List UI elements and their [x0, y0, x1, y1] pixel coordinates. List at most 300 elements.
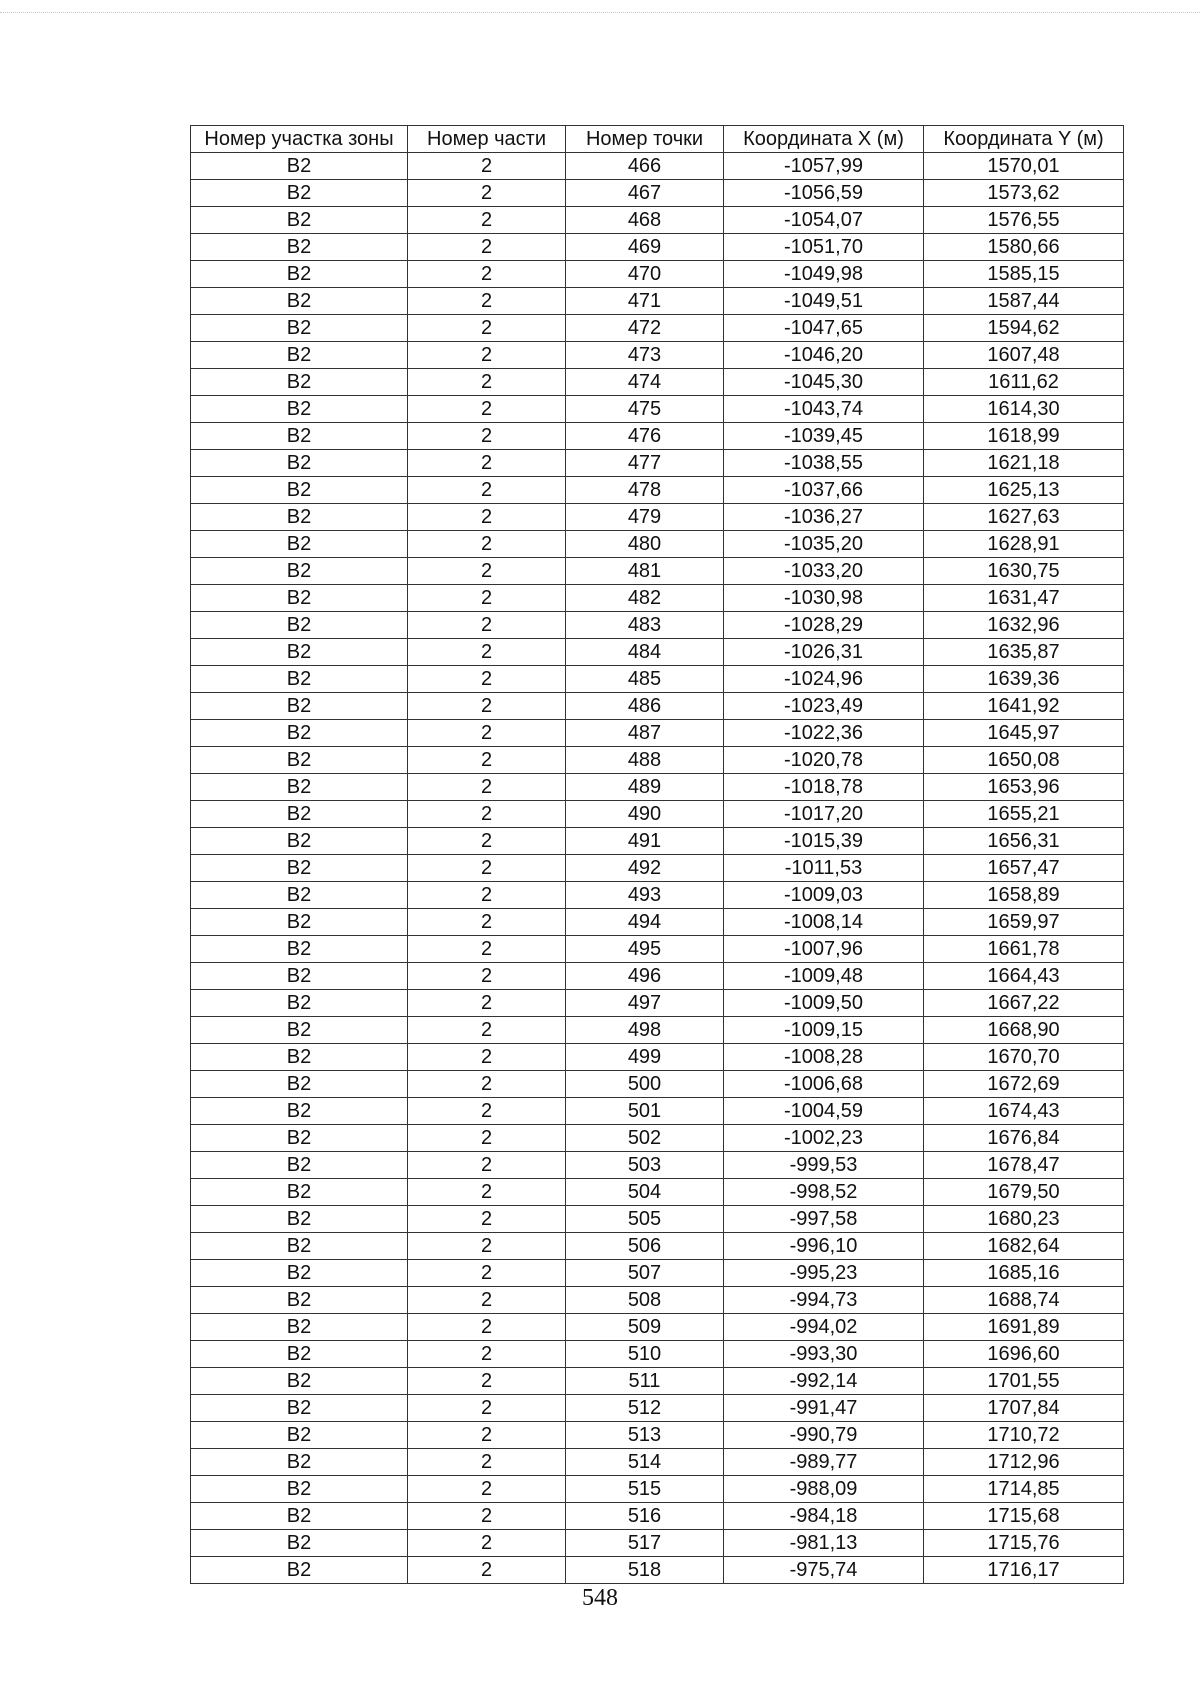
cell-point-number: 479 — [566, 504, 724, 531]
table-row — [191, 882, 1124, 909]
header-part-number: Номер части — [408, 126, 566, 153]
cell-coordinate-x: -991,47 — [724, 1395, 924, 1422]
cell-point-number: 486 — [566, 693, 724, 720]
cell-coordinate-x: -1038,55 — [724, 450, 924, 477]
cell-coordinate-y: 1714,85 — [924, 1476, 1124, 1503]
cell-coordinate-x: -1028,29 — [724, 612, 924, 639]
cell-point-number: 488 — [566, 747, 724, 774]
table-row — [191, 639, 1124, 666]
cell-coordinate-x: -1035,20 — [724, 531, 924, 558]
cell-coordinate-y: 1587,44 — [924, 288, 1124, 315]
table-row — [191, 936, 1124, 963]
table-row — [191, 720, 1124, 747]
cell-coordinate-x: -1009,03 — [724, 882, 924, 909]
cell-zone-section: В2 — [191, 909, 408, 936]
table-row — [191, 1260, 1124, 1287]
cell-zone-section: В2 — [191, 1125, 408, 1152]
table-row — [191, 1530, 1124, 1557]
page-number: 548 — [582, 1585, 618, 1611]
cell-zone-section: В2 — [191, 369, 408, 396]
cell-zone-section: В2 — [191, 855, 408, 882]
cell-coordinate-x: -1046,20 — [724, 342, 924, 369]
cell-zone-section: В2 — [191, 828, 408, 855]
table-row — [191, 855, 1124, 882]
cell-part-number: 2 — [408, 1098, 566, 1125]
cell-zone-section: В2 — [191, 720, 408, 747]
cell-point-number: 475 — [566, 396, 724, 423]
table-header-row — [191, 126, 1124, 153]
scan-border-line — [0, 12, 1200, 13]
cell-point-number: 510 — [566, 1341, 724, 1368]
cell-point-number: 490 — [566, 801, 724, 828]
cell-coordinate-y: 1650,08 — [924, 747, 1124, 774]
cell-coordinate-x: -1043,74 — [724, 396, 924, 423]
cell-coordinate-y: 1576,55 — [924, 207, 1124, 234]
cell-zone-section: В2 — [191, 639, 408, 666]
cell-part-number: 2 — [408, 342, 566, 369]
cell-zone-section: В2 — [191, 423, 408, 450]
cell-point-number: 500 — [566, 1071, 724, 1098]
cell-coordinate-x: -992,14 — [724, 1368, 924, 1395]
header-point-number: Номер точки — [566, 126, 724, 153]
table-row — [191, 1071, 1124, 1098]
cell-part-number: 2 — [408, 1503, 566, 1530]
cell-zone-section: В2 — [191, 882, 408, 909]
cell-zone-section: В2 — [191, 450, 408, 477]
cell-coordinate-y: 1657,47 — [924, 855, 1124, 882]
cell-part-number: 2 — [408, 585, 566, 612]
cell-part-number: 2 — [408, 1368, 566, 1395]
cell-part-number: 2 — [408, 315, 566, 342]
cell-part-number: 2 — [408, 990, 566, 1017]
cell-coordinate-y: 1682,64 — [924, 1233, 1124, 1260]
table-row — [191, 774, 1124, 801]
cell-part-number: 2 — [408, 1233, 566, 1260]
cell-point-number: 469 — [566, 234, 724, 261]
cell-coordinate-x: -975,74 — [724, 1557, 924, 1584]
cell-point-number: 472 — [566, 315, 724, 342]
cell-coordinate-y: 1658,89 — [924, 882, 1124, 909]
cell-part-number: 2 — [408, 531, 566, 558]
cell-point-number: 505 — [566, 1206, 724, 1233]
cell-coordinate-x: -1045,30 — [724, 369, 924, 396]
cell-part-number: 2 — [408, 639, 566, 666]
cell-zone-section: В2 — [191, 1449, 408, 1476]
cell-zone-section: В2 — [191, 1476, 408, 1503]
table-row — [191, 1395, 1124, 1422]
table-row — [191, 1341, 1124, 1368]
table-row — [191, 1557, 1124, 1584]
cell-zone-section: В2 — [191, 1206, 408, 1233]
cell-zone-section: В2 — [191, 1422, 408, 1449]
cell-part-number: 2 — [408, 369, 566, 396]
cell-coordinate-x: -1009,50 — [724, 990, 924, 1017]
table-row — [191, 153, 1124, 180]
cell-coordinate-x: -994,02 — [724, 1314, 924, 1341]
cell-part-number: 2 — [408, 666, 566, 693]
cell-coordinate-y: 1679,50 — [924, 1179, 1124, 1206]
cell-coordinate-y: 1707,84 — [924, 1395, 1124, 1422]
table-row — [191, 207, 1124, 234]
cell-zone-section: В2 — [191, 1557, 408, 1584]
header-coordinate-x: Координата X (м) — [724, 126, 924, 153]
cell-point-number: 471 — [566, 288, 724, 315]
cell-coordinate-x: -1018,78 — [724, 774, 924, 801]
cell-coordinate-x: -1024,96 — [724, 666, 924, 693]
cell-part-number: 2 — [408, 180, 566, 207]
cell-coordinate-x: -981,13 — [724, 1530, 924, 1557]
cell-point-number: 504 — [566, 1179, 724, 1206]
cell-coordinate-y: 1631,47 — [924, 585, 1124, 612]
cell-coordinate-x: -988,09 — [724, 1476, 924, 1503]
cell-coordinate-x: -1057,99 — [724, 153, 924, 180]
cell-point-number: 482 — [566, 585, 724, 612]
cell-coordinate-y: 1594,62 — [924, 315, 1124, 342]
cell-coordinate-x: -1037,66 — [724, 477, 924, 504]
cell-coordinate-y: 1614,30 — [924, 396, 1124, 423]
cell-zone-section: В2 — [191, 342, 408, 369]
cell-point-number: 476 — [566, 423, 724, 450]
cell-coordinate-x: -1008,14 — [724, 909, 924, 936]
cell-point-number: 483 — [566, 612, 724, 639]
table-row — [191, 1476, 1124, 1503]
cell-coordinate-x: -999,53 — [724, 1152, 924, 1179]
cell-point-number: 518 — [566, 1557, 724, 1584]
table-row — [191, 1422, 1124, 1449]
cell-coordinate-x: -1049,98 — [724, 261, 924, 288]
cell-part-number: 2 — [408, 801, 566, 828]
table-row — [191, 693, 1124, 720]
cell-zone-section: В2 — [191, 1152, 408, 1179]
cell-coordinate-x: -990,79 — [724, 1422, 924, 1449]
cell-point-number: 467 — [566, 180, 724, 207]
cell-coordinate-y: 1655,21 — [924, 801, 1124, 828]
cell-coordinate-y: 1688,74 — [924, 1287, 1124, 1314]
table-row — [191, 747, 1124, 774]
cell-coordinate-x: -997,58 — [724, 1206, 924, 1233]
cell-coordinate-x: -1011,53 — [724, 855, 924, 882]
cell-part-number: 2 — [408, 720, 566, 747]
cell-part-number: 2 — [408, 450, 566, 477]
cell-coordinate-x: -996,10 — [724, 1233, 924, 1260]
cell-zone-section: В2 — [191, 288, 408, 315]
cell-zone-section: В2 — [191, 1179, 408, 1206]
cell-zone-section: В2 — [191, 1044, 408, 1071]
cell-coordinate-y: 1716,17 — [924, 1557, 1124, 1584]
cell-point-number: 516 — [566, 1503, 724, 1530]
cell-coordinate-y: 1653,96 — [924, 774, 1124, 801]
table-row — [191, 963, 1124, 990]
table-row — [191, 558, 1124, 585]
cell-point-number: 494 — [566, 909, 724, 936]
table-row — [191, 1503, 1124, 1530]
cell-coordinate-y: 1715,68 — [924, 1503, 1124, 1530]
cell-part-number: 2 — [408, 936, 566, 963]
cell-part-number: 2 — [408, 1422, 566, 1449]
cell-part-number: 2 — [408, 1017, 566, 1044]
cell-part-number: 2 — [408, 261, 566, 288]
cell-point-number: 501 — [566, 1098, 724, 1125]
cell-coordinate-y: 1585,15 — [924, 261, 1124, 288]
cell-coordinate-y: 1670,70 — [924, 1044, 1124, 1071]
cell-zone-section: В2 — [191, 531, 408, 558]
cell-part-number: 2 — [408, 1179, 566, 1206]
cell-point-number: 506 — [566, 1233, 724, 1260]
cell-coordinate-x: -1006,68 — [724, 1071, 924, 1098]
cell-point-number: 515 — [566, 1476, 724, 1503]
cell-coordinate-y: 1645,97 — [924, 720, 1124, 747]
cell-part-number: 2 — [408, 1341, 566, 1368]
cell-zone-section: В2 — [191, 936, 408, 963]
cell-coordinate-y: 1632,96 — [924, 612, 1124, 639]
table-row — [191, 1449, 1124, 1476]
table-row — [191, 801, 1124, 828]
cell-zone-section: В2 — [191, 558, 408, 585]
cell-coordinate-y: 1659,97 — [924, 909, 1124, 936]
cell-point-number: 509 — [566, 1314, 724, 1341]
cell-coordinate-x: -1004,59 — [724, 1098, 924, 1125]
table-row — [191, 288, 1124, 315]
cell-part-number: 2 — [408, 1260, 566, 1287]
cell-coordinate-y: 1573,62 — [924, 180, 1124, 207]
cell-point-number: 513 — [566, 1422, 724, 1449]
cell-point-number: 503 — [566, 1152, 724, 1179]
table-row — [191, 342, 1124, 369]
table-row — [191, 666, 1124, 693]
cell-point-number: 514 — [566, 1449, 724, 1476]
cell-zone-section: В2 — [191, 1503, 408, 1530]
cell-point-number: 499 — [566, 1044, 724, 1071]
table-row — [191, 585, 1124, 612]
table-row — [191, 180, 1124, 207]
cell-coordinate-y: 1672,69 — [924, 1071, 1124, 1098]
cell-part-number: 2 — [408, 693, 566, 720]
cell-coordinate-y: 1627,63 — [924, 504, 1124, 531]
table-row — [191, 1044, 1124, 1071]
cell-point-number: 512 — [566, 1395, 724, 1422]
table-row — [191, 612, 1124, 639]
cell-zone-section: В2 — [191, 990, 408, 1017]
cell-point-number: 498 — [566, 1017, 724, 1044]
cell-zone-section: В2 — [191, 801, 408, 828]
cell-coordinate-y: 1625,13 — [924, 477, 1124, 504]
table-row — [191, 1152, 1124, 1179]
cell-part-number: 2 — [408, 423, 566, 450]
cell-zone-section: В2 — [191, 1395, 408, 1422]
cell-zone-section: В2 — [191, 477, 408, 504]
cell-coordinate-y: 1664,43 — [924, 963, 1124, 990]
cell-coordinate-x: -989,77 — [724, 1449, 924, 1476]
cell-part-number: 2 — [408, 153, 566, 180]
cell-coordinate-x: -1023,49 — [724, 693, 924, 720]
cell-zone-section: В2 — [191, 180, 408, 207]
cell-zone-section: В2 — [191, 1368, 408, 1395]
cell-point-number: 477 — [566, 450, 724, 477]
cell-coordinate-x: -1056,59 — [724, 180, 924, 207]
cell-coordinate-y: 1628,91 — [924, 531, 1124, 558]
coordinates-table — [190, 125, 1124, 1584]
cell-coordinate-x: -1002,23 — [724, 1125, 924, 1152]
table-row — [191, 1179, 1124, 1206]
cell-coordinate-y: 1676,84 — [924, 1125, 1124, 1152]
cell-zone-section: В2 — [191, 207, 408, 234]
cell-point-number: 478 — [566, 477, 724, 504]
cell-coordinate-y: 1710,72 — [924, 1422, 1124, 1449]
cell-part-number: 2 — [408, 855, 566, 882]
cell-zone-section: В2 — [191, 666, 408, 693]
cell-point-number: 481 — [566, 558, 724, 585]
table-row — [191, 423, 1124, 450]
cell-coordinate-y: 1635,87 — [924, 639, 1124, 666]
cell-point-number: 502 — [566, 1125, 724, 1152]
table-row — [191, 234, 1124, 261]
cell-coordinate-x: -1033,20 — [724, 558, 924, 585]
cell-part-number: 2 — [408, 909, 566, 936]
cell-coordinate-y: 1570,01 — [924, 153, 1124, 180]
table-row — [191, 1125, 1124, 1152]
cell-zone-section: В2 — [191, 1530, 408, 1557]
cell-point-number: 497 — [566, 990, 724, 1017]
cell-point-number: 517 — [566, 1530, 724, 1557]
cell-part-number: 2 — [408, 963, 566, 990]
table-row — [191, 477, 1124, 504]
cell-zone-section: В2 — [191, 261, 408, 288]
table-row — [191, 531, 1124, 558]
cell-coordinate-x: -1030,98 — [724, 585, 924, 612]
cell-coordinate-y: 1680,23 — [924, 1206, 1124, 1233]
cell-part-number: 2 — [408, 1530, 566, 1557]
table-row — [191, 1017, 1124, 1044]
cell-part-number: 2 — [408, 882, 566, 909]
cell-zone-section: В2 — [191, 1341, 408, 1368]
cell-coordinate-x: -1036,27 — [724, 504, 924, 531]
cell-part-number: 2 — [408, 1071, 566, 1098]
cell-coordinate-x: -1049,51 — [724, 288, 924, 315]
cell-part-number: 2 — [408, 1152, 566, 1179]
cell-part-number: 2 — [408, 612, 566, 639]
cell-point-number: 511 — [566, 1368, 724, 1395]
cell-point-number: 496 — [566, 963, 724, 990]
cell-coordinate-y: 1712,96 — [924, 1449, 1124, 1476]
cell-coordinate-x: -995,23 — [724, 1260, 924, 1287]
cell-coordinate-x: -1017,20 — [724, 801, 924, 828]
cell-coordinate-y: 1580,66 — [924, 234, 1124, 261]
cell-point-number: 468 — [566, 207, 724, 234]
table-row — [191, 1287, 1124, 1314]
cell-point-number: 470 — [566, 261, 724, 288]
table-row — [191, 1206, 1124, 1233]
cell-part-number: 2 — [408, 207, 566, 234]
cell-coordinate-y: 1715,76 — [924, 1530, 1124, 1557]
cell-coordinate-y: 1621,18 — [924, 450, 1124, 477]
cell-point-number: 484 — [566, 639, 724, 666]
cell-coordinate-x: -993,30 — [724, 1341, 924, 1368]
cell-zone-section: В2 — [191, 963, 408, 990]
cell-point-number: 492 — [566, 855, 724, 882]
cell-zone-section: В2 — [191, 1314, 408, 1341]
cell-zone-section: В2 — [191, 234, 408, 261]
cell-part-number: 2 — [408, 477, 566, 504]
cell-point-number: 491 — [566, 828, 724, 855]
cell-zone-section: В2 — [191, 612, 408, 639]
table-row — [191, 1233, 1124, 1260]
cell-coordinate-y: 1674,43 — [924, 1098, 1124, 1125]
cell-point-number: 489 — [566, 774, 724, 801]
cell-coordinate-x: -984,18 — [724, 1503, 924, 1530]
cell-part-number: 2 — [408, 1395, 566, 1422]
cell-zone-section: В2 — [191, 774, 408, 801]
cell-coordinate-y: 1667,22 — [924, 990, 1124, 1017]
table-row — [191, 1098, 1124, 1125]
cell-zone-section: В2 — [191, 1287, 408, 1314]
header-coordinate-y: Координата Y (м) — [924, 126, 1124, 153]
cell-zone-section: В2 — [191, 1260, 408, 1287]
cell-coordinate-y: 1678,47 — [924, 1152, 1124, 1179]
table-row — [191, 369, 1124, 396]
table-row — [191, 315, 1124, 342]
table-row — [191, 1314, 1124, 1341]
cell-zone-section: В2 — [191, 315, 408, 342]
cell-zone-section: В2 — [191, 504, 408, 531]
cell-coordinate-x: -1009,15 — [724, 1017, 924, 1044]
cell-part-number: 2 — [408, 1314, 566, 1341]
cell-part-number: 2 — [408, 1476, 566, 1503]
cell-coordinate-x: -994,73 — [724, 1287, 924, 1314]
cell-coordinate-x: -1009,48 — [724, 963, 924, 990]
cell-zone-section: В2 — [191, 693, 408, 720]
cell-coordinate-x: -1008,28 — [724, 1044, 924, 1071]
cell-coordinate-x: -1020,78 — [724, 747, 924, 774]
table-row — [191, 450, 1124, 477]
cell-point-number: 487 — [566, 720, 724, 747]
table-row — [191, 909, 1124, 936]
cell-coordinate-y: 1611,62 — [924, 369, 1124, 396]
cell-zone-section: В2 — [191, 1017, 408, 1044]
cell-point-number: 507 — [566, 1260, 724, 1287]
cell-zone-section: В2 — [191, 396, 408, 423]
cell-point-number: 493 — [566, 882, 724, 909]
cell-coordinate-y: 1661,78 — [924, 936, 1124, 963]
cell-part-number: 2 — [408, 396, 566, 423]
cell-coordinate-x: -1007,96 — [724, 936, 924, 963]
cell-point-number: 495 — [566, 936, 724, 963]
cell-coordinate-y: 1685,16 — [924, 1260, 1124, 1287]
cell-point-number: 466 — [566, 153, 724, 180]
cell-part-number: 2 — [408, 504, 566, 531]
table-row — [191, 396, 1124, 423]
cell-coordinate-x: -1015,39 — [724, 828, 924, 855]
cell-zone-section: В2 — [191, 1071, 408, 1098]
cell-coordinate-y: 1630,75 — [924, 558, 1124, 585]
cell-coordinate-x: -1047,65 — [724, 315, 924, 342]
cell-part-number: 2 — [408, 1125, 566, 1152]
cell-point-number: 508 — [566, 1287, 724, 1314]
cell-coordinate-y: 1607,48 — [924, 342, 1124, 369]
table-body — [191, 153, 1124, 1584]
cell-part-number: 2 — [408, 1206, 566, 1233]
cell-point-number: 473 — [566, 342, 724, 369]
cell-zone-section: В2 — [191, 1098, 408, 1125]
cell-coordinate-x: -998,52 — [724, 1179, 924, 1206]
cell-zone-section: В2 — [191, 1233, 408, 1260]
cell-part-number: 2 — [408, 1449, 566, 1476]
cell-coordinate-x: -1051,70 — [724, 234, 924, 261]
table-row — [191, 990, 1124, 1017]
cell-part-number: 2 — [408, 1287, 566, 1314]
cell-coordinate-y: 1691,89 — [924, 1314, 1124, 1341]
cell-part-number: 2 — [408, 234, 566, 261]
cell-coordinate-y: 1656,31 — [924, 828, 1124, 855]
